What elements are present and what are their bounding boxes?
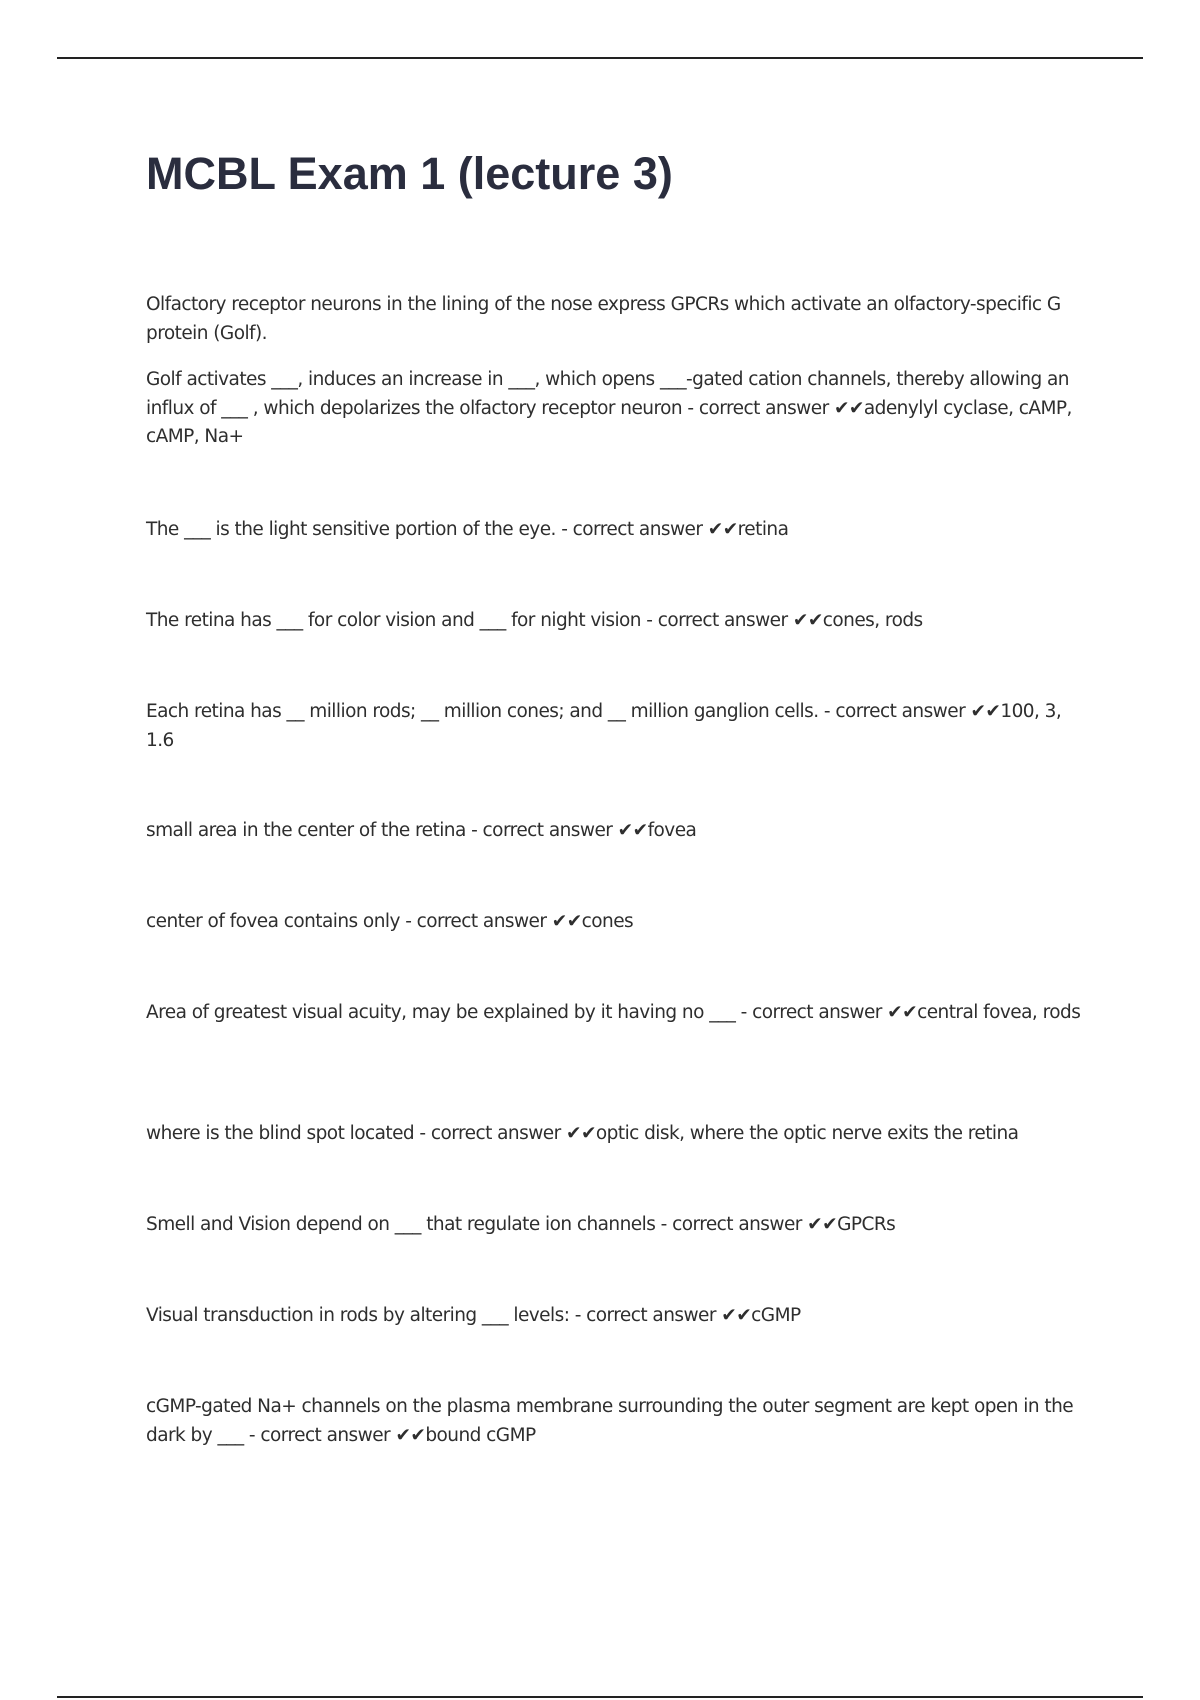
- paragraph-bound-cgmp: cGMP-gated Na+ channels on the plasma membrane surrounding the outer segment are kept open in the dark by ___ - correct answer ✔✔bound cGMP: [146, 1396, 1074, 1446]
- bottom-divider: [57, 1696, 1143, 1698]
- paragraph-golf-activates: Golf activates ___, induces an increase in ___, which opens ___-gated cation channels, thereby allowing an influx of ___ , which depolarizes the olfactory receptor neuron - correct answer ✔✔adenylyl cyclase, cAMP, cAMP, Na+: [146, 369, 1072, 447]
- paragraph-million-counts: Each retina has __ million rods; __ million cones; and __ million ganglion cells. - correct answer ✔✔100, 3, 1.6: [146, 701, 1062, 751]
- paragraph-fovea-cones: center of fovea contains only - correct answer ✔✔cones: [146, 911, 634, 932]
- paragraph-visual-acuity: Area of greatest visual acuity, may be explained by it having no ___ - correct answer ✔✔central fovea, rods: [146, 1002, 1081, 1023]
- paragraph-fovea: small area in the center of the retina - correct answer ✔✔fovea: [146, 820, 697, 841]
- document-title: MCBL Exam 1 (lecture 3): [146, 148, 673, 199]
- paragraph-cones-rods: The retina has ___ for color vision and ___ for night vision - correct answer ✔✔cones, rods: [146, 610, 923, 631]
- paragraph-retina: The ___ is the light sensitive portion of the eye. - correct answer ✔✔retina: [146, 519, 789, 540]
- paragraph-blind-spot: where is the blind spot located - correct answer ✔✔optic disk, where the optic nerve exits the retina: [146, 1123, 1019, 1144]
- paragraph-gpcrs: Smell and Vision depend on ___ that regulate ion channels - correct answer ✔✔GPCRs: [146, 1214, 896, 1235]
- top-divider: [57, 57, 1143, 59]
- paragraph-olfactory-intro: Olfactory receptor neurons in the lining of the nose express GPCRs which activate an olfactory-specific G protein (Golf).: [146, 294, 1061, 344]
- paragraph-cgmp-levels: Visual transduction in rods by altering ___ levels: - correct answer ✔✔cGMP: [146, 1305, 801, 1326]
